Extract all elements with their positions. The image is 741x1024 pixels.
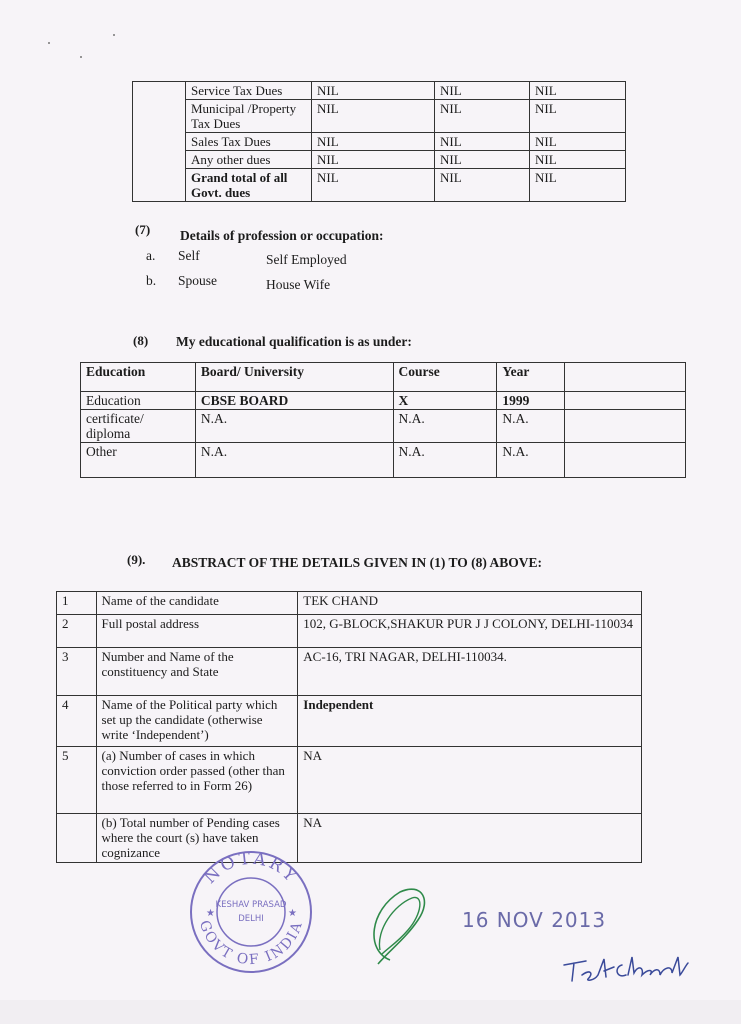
dues-value: NIL bbox=[530, 133, 626, 151]
field-value: 102, G-BLOCK,SHAKUR PUR J J COLONY, DELHI-110034 bbox=[298, 615, 642, 648]
education-table bbox=[80, 362, 686, 478]
table-cell: CBSE BOARD bbox=[195, 392, 393, 410]
dues-value: NIL bbox=[312, 133, 435, 151]
field-label: Number and Name of the constituency and State bbox=[96, 648, 298, 696]
table-cell: N.A. bbox=[393, 410, 497, 443]
field-label: Full postal address bbox=[96, 615, 298, 648]
scan-speck bbox=[48, 42, 50, 44]
svg-text:★: ★ bbox=[288, 908, 297, 919]
field-value: NA bbox=[298, 814, 642, 863]
table-row bbox=[57, 648, 642, 696]
section-heading: Details of profession or occupation: bbox=[180, 228, 384, 243]
section-number: (9). bbox=[127, 552, 146, 567]
column-header: Year bbox=[497, 363, 565, 392]
field-value: TEK CHAND bbox=[298, 592, 642, 615]
table-row bbox=[133, 133, 626, 151]
table-row bbox=[133, 100, 626, 133]
table-cell: X bbox=[393, 392, 497, 410]
date-stamp: 16 NOV 2013 bbox=[462, 908, 607, 932]
serial-number: 1 bbox=[57, 592, 97, 615]
section-number: (7) bbox=[135, 222, 151, 237]
abstract-table bbox=[56, 591, 642, 863]
table-cell bbox=[565, 443, 686, 478]
dues-value: NIL bbox=[435, 100, 530, 133]
table-row bbox=[57, 592, 642, 615]
scan-speck bbox=[80, 56, 82, 58]
scan-speck bbox=[113, 34, 115, 36]
notary-stamp-icon bbox=[189, 850, 313, 974]
table-row bbox=[81, 392, 686, 410]
dues-label: Municipal /Property Tax Dues bbox=[186, 100, 312, 133]
scan-edge bbox=[0, 1000, 741, 1024]
field-label: (b) Total number of Pending cases where the court (s) have taken cognizance bbox=[96, 814, 298, 863]
svg-text:KESHAV PRASAD: KESHAV PRASAD bbox=[215, 900, 287, 910]
dues-value: NIL bbox=[530, 100, 626, 133]
occupation-value: Self Employed bbox=[266, 252, 347, 267]
serial-number: 4 bbox=[57, 696, 97, 747]
list-marker: a. bbox=[146, 248, 156, 263]
table-row bbox=[57, 747, 642, 814]
govt-dues-table bbox=[132, 81, 626, 202]
field-label: Name of the candidate bbox=[96, 592, 298, 615]
table-row bbox=[57, 696, 642, 747]
svg-text:GOVT OF INDIA: GOVT OF INDIA bbox=[195, 918, 307, 969]
field-label: (a) Number of cases in which conviction order passed (other than those referred to in Form 26) bbox=[96, 747, 298, 814]
field-label: Name of the Political party which set up the candidate (otherwise write ‘Independent’) bbox=[96, 696, 298, 747]
dues-value: NIL bbox=[530, 169, 626, 202]
table-row bbox=[81, 443, 686, 478]
section-heading: ABSTRACT OF THE DETAILS GIVEN IN (1) TO (8) ABOVE: bbox=[172, 555, 542, 570]
column-header: Course bbox=[393, 363, 497, 392]
table-cell: N.A. bbox=[497, 410, 565, 443]
table-row bbox=[81, 410, 686, 443]
table-cell: Education bbox=[81, 392, 196, 410]
table-cell: certificate/ diploma bbox=[81, 410, 196, 443]
dues-label: Service Tax Dues bbox=[186, 82, 312, 100]
dues-value: NIL bbox=[435, 151, 530, 169]
column-header bbox=[565, 363, 686, 392]
signature-icon bbox=[560, 935, 690, 985]
svg-text:DELHI: DELHI bbox=[238, 914, 264, 924]
table-cell: 1999 bbox=[497, 392, 565, 410]
field-value: AC-16, TRI NAGAR, DELHI-110034. bbox=[298, 648, 642, 696]
initials-mark-icon bbox=[360, 880, 440, 970]
blank-cell bbox=[133, 82, 186, 202]
occupation-who: Spouse bbox=[178, 273, 218, 288]
dues-value: NIL bbox=[312, 100, 435, 133]
table-row bbox=[133, 169, 626, 202]
serial-number: 5 bbox=[57, 747, 97, 814]
table-cell: N.A. bbox=[497, 443, 565, 478]
dues-label: Sales Tax Dues bbox=[186, 133, 312, 151]
dues-total-label: Grand total of all Govt. dues bbox=[186, 169, 312, 202]
table-cell: N.A. bbox=[195, 443, 393, 478]
table-row bbox=[57, 814, 642, 863]
dues-value: NIL bbox=[312, 169, 435, 202]
field-value: Independent bbox=[298, 696, 642, 747]
dues-value: NIL bbox=[435, 133, 530, 151]
serial-number: 3 bbox=[57, 648, 97, 696]
occupation-value: House Wife bbox=[266, 277, 331, 292]
list-marker: b. bbox=[146, 273, 157, 288]
dues-value: NIL bbox=[435, 82, 530, 100]
dues-value: NIL bbox=[312, 82, 435, 100]
svg-text:★: ★ bbox=[206, 908, 215, 919]
table-cell: N.A. bbox=[195, 410, 393, 443]
table-cell: Other bbox=[81, 443, 196, 478]
dues-value: NIL bbox=[530, 82, 626, 100]
column-header: Board/ University bbox=[195, 363, 393, 392]
occupation-who: Self bbox=[178, 248, 200, 263]
serial-number: 2 bbox=[57, 615, 97, 648]
dues-value: NIL bbox=[530, 151, 626, 169]
table-cell bbox=[565, 410, 686, 443]
column-header: Education bbox=[81, 363, 196, 392]
table-header-row bbox=[81, 363, 686, 392]
serial-number bbox=[57, 814, 97, 863]
section-heading: My educational qualification is as under: bbox=[176, 334, 412, 349]
table-row bbox=[133, 82, 626, 100]
field-value: NA bbox=[298, 747, 642, 814]
section-number: (8) bbox=[133, 333, 149, 348]
dues-label: Any other dues bbox=[186, 151, 312, 169]
dues-value: NIL bbox=[312, 151, 435, 169]
table-cell bbox=[565, 392, 686, 410]
table-row bbox=[133, 151, 626, 169]
table-row bbox=[57, 615, 642, 648]
dues-value: NIL bbox=[435, 169, 530, 202]
svg-text:NOTARY: NOTARY bbox=[200, 850, 303, 888]
table-cell: N.A. bbox=[393, 443, 497, 478]
